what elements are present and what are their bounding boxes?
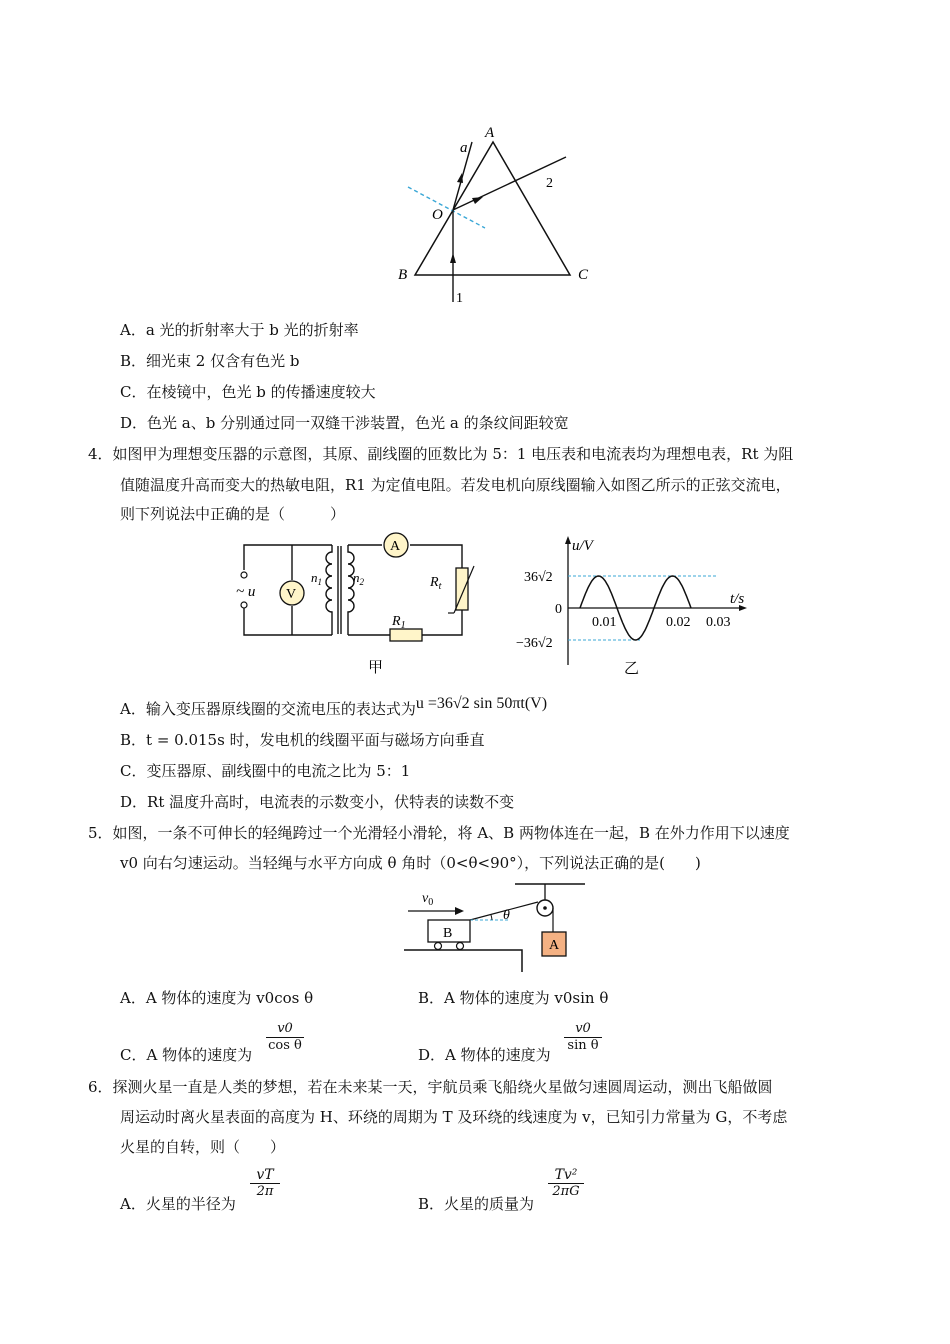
x-tick-0.03: 0.03 [706,615,731,630]
caption-yi: 乙 [624,661,640,677]
q4-stem-line3: 则下列说法中正确的是（ ） [120,505,346,523]
q5-option-c-fraction [266,1021,304,1054]
label-2: 2 [546,176,553,191]
rt-label: $R_t$ [430,575,442,592]
voltage-time-chart [510,530,770,680]
ray-a-arrow [457,173,463,183]
ray-2-arrow [472,197,483,204]
q3-option-c: C．在棱镜中，色光 b 的传播速度较大 [120,383,376,401]
q6-option-a-denominator: 2π [250,1183,280,1200]
label-B: B [398,267,408,283]
q6-option-b-numerator: Tv² [554,1167,578,1183]
q3-option-d: D．色光 a、b 分别通过同一双缝干涉装置，色光 a 的条纹间距较宽 [120,414,569,432]
block-a-label: A [549,938,560,953]
q5-stem-line1: 5．如图，一条不可伸长的轻绳跨过一个光滑轻小滑轮，将 A、B 两物体连在一起，B 在外力作用下以速度 [88,824,790,842]
block-b-label: B [443,926,453,941]
n1-label: $n_1$ [311,570,322,587]
q5-option-d: D．A 物体的速度为 [418,1046,551,1064]
q6-stem-line3: 火星的自转，则（ ） [120,1138,286,1156]
transformer-circuit-figure [232,530,482,680]
q5-option-c-denominator: cos θ [266,1037,304,1054]
q4-stem-line2: 值随温度升高而变大的热敏电阻，R1 为定值电阻。若发电机向原线圈输入如图乙所示的正弦交流电， [120,476,791,494]
y-tick-max: 36√2 [524,570,553,585]
q4-option-a-formula: u =36√2 sin 50πt(V) [415,695,548,712]
q6-option-a-fraction [250,1167,280,1200]
q6-option-b-fraction [548,1167,584,1200]
label-a: a [460,140,468,156]
ammeter-label: A [390,539,401,554]
q6-option-b-denominator: 2πG [548,1183,584,1200]
q6-stem-line2: 周运动时离火星表面的高度为 H、环绕的周期为 T 及环绕的线速度为 v，已知引力常量为 G，不考虑 [120,1108,788,1126]
label-A: A [485,125,495,141]
q4-stem-line1: 4．如图甲为理想变压器的示意图，其原、副线圈的匝数比为 5：1 电压表和电流表均为理想电表，Rt 为阻 [88,445,794,463]
q5-option-b: B．A 物体的速度为 v0sin θ [418,989,609,1007]
y-tick-min: −36√2 [516,636,553,651]
q6-option-b: B．火星的质量为 [418,1195,535,1213]
source-label: ~ u [236,584,256,600]
label-C: C [578,267,589,283]
q4-option-b: B．t = 0.015s 时，发电机的线圈平面与磁场方向垂直 [120,731,485,749]
q5-option-c: C．A 物体的速度为 [120,1046,253,1064]
y-axis-label: u/V [572,538,593,554]
q5-option-d-numerator: v0 [575,1021,591,1036]
q4-option-a [120,695,548,720]
r1-label: $R_1$ [392,614,406,631]
q5-option-c-numerator: v0 [277,1021,293,1036]
resistor-r1 [390,629,422,641]
q5-stem-line2: v0 向右匀速运动。当轻绳与水平方向成 θ 角时（0<θ<90°），下列说法正确的是( ) [120,854,701,872]
n2-label: $n_2$ [353,570,364,587]
x-tick-0.01: 0.01 [592,615,617,630]
q3-option-b: B．细光束 2 仅含有色光 b [120,352,300,370]
caption-jia: 甲 [368,660,384,676]
q6-option-a-numerator: vT [256,1167,274,1183]
q4-option-c: C．变压器原、副线圈中的电流之比为 5：1 [120,762,411,780]
q4-option-d: D．Rt 温度升高时，电流表的示数变小，伏特表的读数不变 [120,793,515,811]
q5-option-a: A．A 物体的速度为 v0cos θ [120,989,314,1007]
q6-stem-line1: 6．探测火星一直是人类的梦想，若在未来某一天，宇航员乘飞船绕火星做匀速圆周运动，测出飞船做圆 [88,1078,773,1096]
origin-label: 0 [555,602,562,617]
incident-arrow [450,253,456,263]
x-tick-0.02: 0.02 [666,615,691,630]
q5-option-d-denominator: sin θ [564,1037,602,1054]
theta-label: θ [503,908,510,923]
label-O: O [432,207,443,223]
v0-label: $v_0$ [422,891,434,908]
q4-option-a-text: A．输入变压器原线圈的交流电压的表达式为 [120,700,416,718]
q5-option-d-fraction [564,1021,602,1054]
voltmeter-label: V [286,587,297,602]
pulley-figure [400,880,590,975]
label-1: 1 [456,291,463,306]
q6-option-a: A．火星的半径为 [120,1195,236,1213]
q3-option-a: A．a 光的折射率大于 b 光的折射率 [120,321,359,339]
x-axis-label: t/s [730,591,745,607]
prism-figure [390,120,600,310]
